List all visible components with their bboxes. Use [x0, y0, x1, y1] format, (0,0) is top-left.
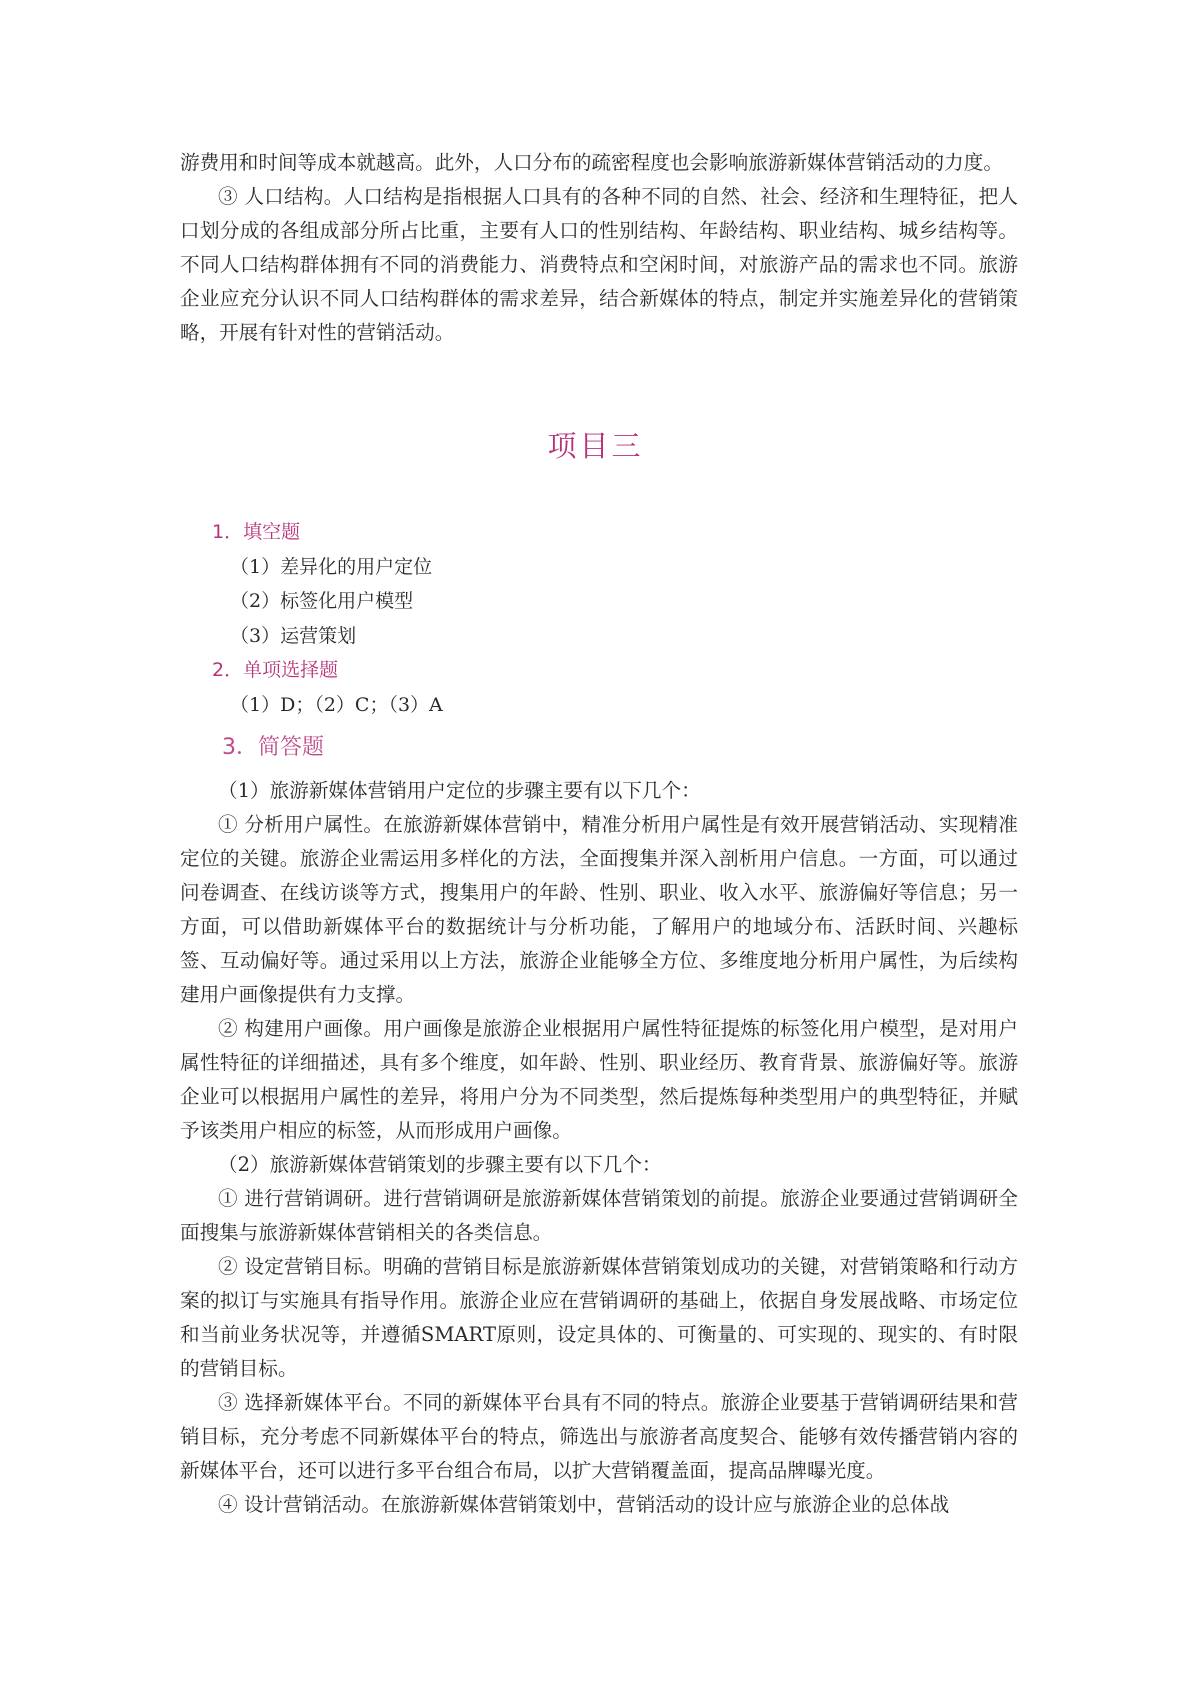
section-heading-fill-blank: 1．填空题	[212, 521, 301, 543]
paragraph: ② 构建用户画像。用户画像是旅游企业根据用户属性特征提炼的标签化用户模型，是对用户属性特征的详细描述，具有多个维度，如年龄、性别、职业经历、教育背景、旅游偏好等。旅游企业可以根据用户属性的差异，将用户分为不同类型，然后提炼每种类型用户的典型特征，并赋予该类用户相应的标签，从而形成用户画像。	[180, 1017, 1018, 1142]
project-title: 项目三	[547, 429, 644, 463]
paragraph-population-structure: ③ 人口结构。人口结构是指根据人口具有的各种不同的自然、社会、经济和生理特征，把人口划分成的各组成部分所占比重，主要有人口的性别结构、年龄结构、职业结构、城乡结构等。不同人口结构群体拥有不同的消费能力、消费特点和空闲时间，对旅游产品的需求也不同。旅游企业应充分认识不同人口结构群体的需求差异，结合新媒体的特点，制定并实施差异化的营销策略，开展有针对性的营销活动。	[180, 185, 1018, 344]
answer-item: （2）标签化用户模型	[230, 590, 414, 612]
paragraph-population-distribution: 游费用和时间等成本就越高。此外，人口分布的疏密程度也会影响旅游新媒体营销活动的力度。	[180, 151, 1003, 174]
answer-item: （1）差异化的用户定位	[230, 556, 433, 578]
section-heading-single-choice: 2．单项选择题	[212, 659, 339, 681]
top-text	[180, 146, 1018, 350]
short-answer-text	[180, 774, 1018, 1522]
paragraph: ② 设定营销目标。明确的营销目标是旅游新媒体营销策划成功的关键，对营销策略和行动方案的拟订与实施具有指导作用。旅游企业应在营销调研的基础上，依据自身发展战略、市场定位和当前业务状况等，并遵循SMART原则，设定具体的、可衡量的、可实现的、现实的、有时限的营销目标。	[180, 1255, 1018, 1380]
paragraph: （2）旅游新媒体营销策划的步骤主要有以下几个：	[218, 1153, 662, 1176]
section-heading-short-answer: 3．简答题	[222, 735, 324, 760]
answer-item: （3）运营策划	[230, 625, 357, 647]
paragraph: ① 分析用户属性。在旅游新媒体营销中，精准分析用户属性是有效开展营销活动、实现精准定位的关键。旅游企业需运用多样化的方法，全面搜集并深入剖析用户信息。一方面，可以通过问卷调查、在线访谈等方式，搜集用户的年龄、性别、职业、收入水平、旅游偏好等信息；另一方面，可以借助新媒体平台的数据统计与分析功能，了解用户的地域分布、活跃时间、兴趣标签、互动偏好等。通过采用以上方法，旅游企业能够全方位、多维度地分析用户属性，为后续构建用户画像提供有力支撑。	[180, 813, 1018, 1006]
paragraph: （1）旅游新媒体营销用户定位的步骤主要有以下几个：	[218, 779, 701, 802]
answer-item: （1）D；（2）C；（3）A	[230, 694, 443, 716]
paragraph: ④ 设计营销活动。在旅游新媒体营销策划中，营销活动的设计应与旅游企业的总体战	[218, 1493, 950, 1516]
paragraph: ③ 选择新媒体平台。不同的新媒体平台具有不同的特点。旅游企业要基于营销调研结果和营销目标，充分考虑不同新媒体平台的特点，筛选出与旅游者高度契合、能够有效传播营销内容的新媒体平台，还可以进行多平台组合布局，以扩大营销覆盖面，提高品牌曝光度。	[180, 1391, 1018, 1482]
paragraph: ① 进行营销调研。进行营销调研是旅游新媒体营销策划的前提。旅游企业要通过营销调研全面搜集与旅游新媒体营销相关的各类信息。	[180, 1187, 1018, 1244]
